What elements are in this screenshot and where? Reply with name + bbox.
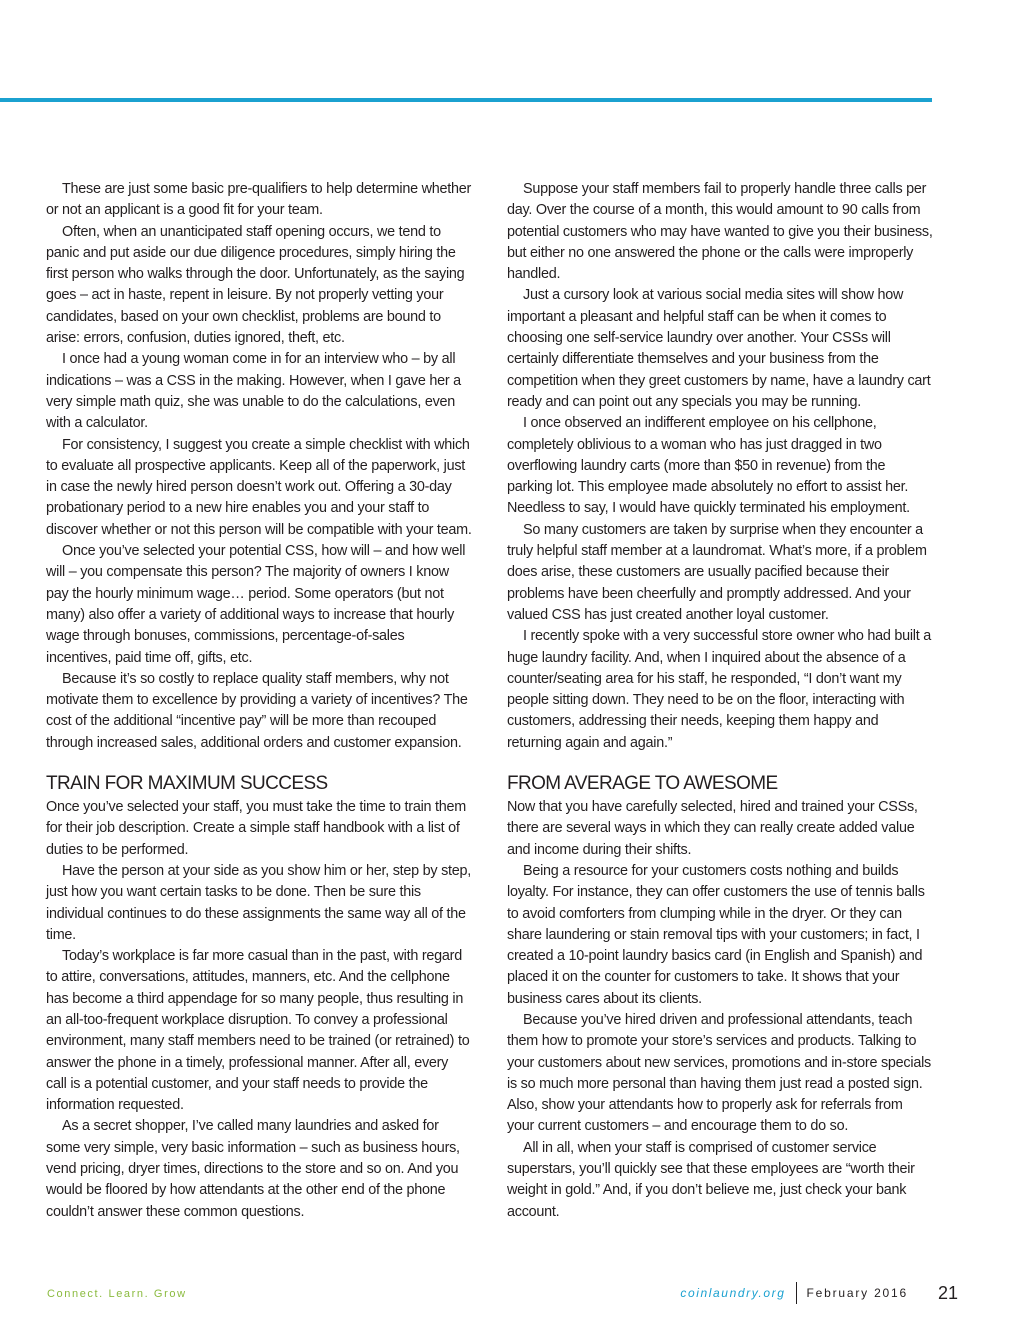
right-paragraph-2: Just a cursory look at various social media sites will show how important a pleasant and helpful staff can be when it comes to choosing one self-service laundry over another. Your CSSs will certainly differentiate themselves and your business from the competition when they greet customers by name, have a laundry cart ready and can point out any specials you may be running. xyxy=(507,287,931,410)
footer-divider xyxy=(796,1282,797,1304)
left-paragraph-1: These are just some basic pre-qualifiers to help determine whether or not an applicant is a good fit for your team. xyxy=(46,181,472,219)
section-heading-train: TRAIN FOR MAXIMUM SUCCESS xyxy=(46,773,328,795)
right-paragraph-9: All in all, when your staff is comprised of customer service superstars, you’ll quickly see that these employees are “worth their weight in gold.” And, if you don’t believe me, just check your bank account. xyxy=(507,1139,915,1220)
left-paragraph-2: Often, when an unanticipated staff opening occurs, we tend to panic and put aside our due diligence procedures, simply hiring the first person who walks through the door. Unfortunately, as the saying goes – act in haste, repent in leisure. By not properly vetting your candidates, based on your own checklist, problems are bound to arise: errors, confusion, duties ignored, theft, etc. xyxy=(46,223,465,347)
left-paragraph-10: As a secret shopper, I’ve called many laundries and asked for some very simple, very basic information – such as business hours, vend pricing, dryer times, directions to the store and so on. And you would be floored by how attendants at the other end of the phone couldn’t answer these common questions. xyxy=(46,1118,460,1220)
right-paragraph-7: Being a resource for your customers costs nothing and builds loyalty. For instance, they can offer customers the use of tennis balls to avoid comforters from clumping while in the dryer. Or they can share laundering or stain removal tips with your customers; in fact, I created a 10-point laundry basics card (in English and Spanish) and placed it on the counter for customers to take. It shows that your business cares about its clients. xyxy=(507,862,925,1007)
right-paragraph-3: I once observed an indifferent employee on his cellphone, completely oblivious to a woman who has just dragged in two overflowing laundry carts (more than $50 in revenue) from the parking lot. This employee made absolutely no effort to assist her. Needless to say, I would have quickly terminated his employment. xyxy=(507,415,910,517)
footer-site-link[interactable]: coinlaundry.org xyxy=(680,1286,786,1300)
right-paragraph-4: So many customers are taken by surprise when they encounter a truly helpful staff member at a laundromat. What’s more, if a problem does arise, these customers are usually pacified because their problems have been cheerfully and promptly addressed. And your valued CSS has just created another loyal customer. xyxy=(507,521,927,623)
footer-issue-date: February 2016 xyxy=(806,1286,908,1300)
left-paragraph-9: Today’s workplace is far more casual than in the past, with regard to attire, conversations, attitudes, manners, etc. And the cellphone has become a third appendage for so many people, thus resulting in an all-too-frequent workplace disruption. To convey a professional environment, many staff members need to be trained (or retrained) to answer the phone in a timely, professional manner. After all, every call is a potential customer, and your staff needs to provide the information requested. xyxy=(46,948,470,1114)
section-heading-awesome: FROM AVERAGE TO AWESOME xyxy=(507,773,778,795)
footer-tagline: Connect. Learn. Grow xyxy=(47,1288,187,1300)
left-paragraph-3: I once had a young woman come in for an interview who – by all indications – was a CSS in the making. However, when I gave her a very simple math quiz, she was unable to do the calculations, even with a calculator. xyxy=(46,351,461,432)
right-paragraph-5: I recently spoke with a very successful store owner who had built a huge laundry facility. And, when I inquired about the absence of a counter/seating area for his staff, he responded, “I don’t want my people sitting down. They need to be on the floor, interacting with customers, addressing their needs, keeping them happy and returning again and again.” xyxy=(507,628,931,751)
left-paragraph-5: Once you’ve selected your potential CSS, how will – and how well will – you compensate this person? The majority of owners I know pay the hourly minimum wage… period. Some operators (but not many) also offer a variety of additional ways to increase that hourly wage through bonuses, commissions, percentage-of-sales incentives, paid time off, gifts, etc. xyxy=(46,543,466,666)
left-paragraph-6: Because it’s so costly to replace quality staff members, why not motivate them to excellence by providing a variety of incentives? The cost of the additional “incentive pay” will be more than recouped through increased sales, additional orders and customer expansion. xyxy=(46,670,468,751)
left-paragraph-8: Have the person at your side as you show him or her, step by step, just how you want certain tasks to be done. Then be sure this individual continues to do these assignments the same way all of the time. xyxy=(46,862,472,943)
left-column xyxy=(46,179,472,1223)
right-paragraph-6: Now that you have carefully selected, hired and trained your CSSs, there are several ways in which they can really create added value and income during their shifts. xyxy=(507,799,918,858)
page-number: 21 xyxy=(937,1282,958,1303)
right-column xyxy=(507,179,933,1223)
footer-info xyxy=(680,1278,958,1308)
left-paragraph-4: For consistency, I suggest you create a simple checklist with which to evaluate all prospective applicants. Keep all of the paperwork, just in case the newly hired person doesn’t work out. Offering a 30-day probationary period to a new hire enables you and your staff to discover whether or not this person will be compatible with your team. xyxy=(46,436,472,538)
top-accent-rule xyxy=(0,98,932,102)
right-paragraph-8: Because you’ve hired driven and professional attendants, teach them how to promote your store’s services and products. Talking to your customers about new services, promotions and in-store specials is so much more personal than having them just read a posted sign. Also, show your attendants how to properly ask for referrals from your current customers – and encourage them to do so. xyxy=(507,1011,931,1135)
right-paragraph-1: Suppose your staff members fail to properly handle three calls per day. Over the course of a month, this would amount to 90 calls from potential customers who may have wanted to give you their business, but either no one answered the phone or the calls were improperly handled. xyxy=(507,181,933,283)
left-paragraph-7: Once you’ve selected your staff, you must take the time to train them for their job description. Create a simple staff handbook with a list of duties to be performed. xyxy=(46,799,467,858)
